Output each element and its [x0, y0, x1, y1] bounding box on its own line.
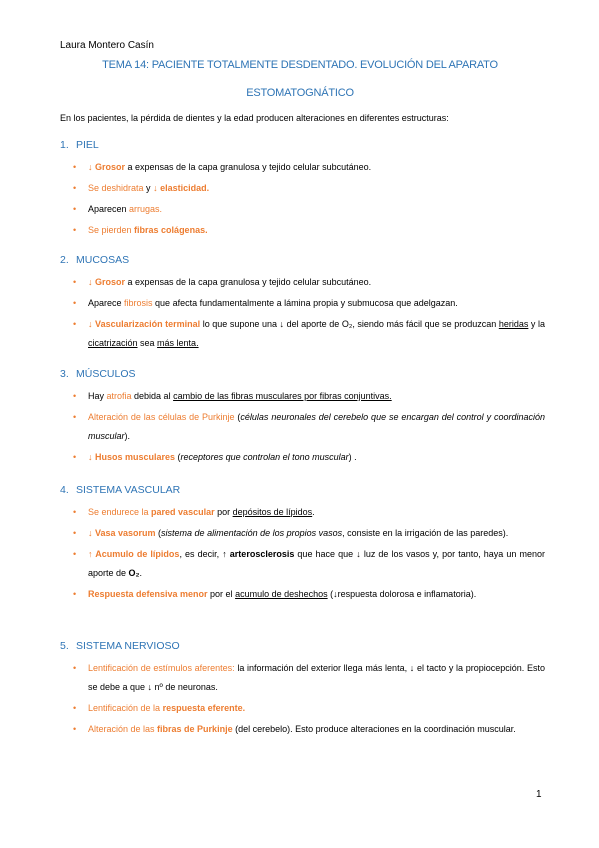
underlined-text: depósitos de lípidos — [232, 507, 313, 517]
highlight-text: Lentificación de estímulos aferentes: — [88, 663, 235, 673]
list-item — [73, 448, 545, 467]
highlight-text: fibrosis — [124, 298, 153, 308]
bullet-icon: • — [73, 277, 77, 287]
section-title: MÚSCULOS — [76, 368, 136, 380]
list-item — [73, 503, 545, 522]
section-heading — [60, 484, 545, 496]
body-text: que afecta fundamentalmente a lámina propia y submucosa que adelgazan. — [152, 298, 458, 308]
bullet-icon: • — [73, 528, 77, 538]
body-text: (↓respuesta dolorosa e inflamatoria). — [327, 589, 477, 599]
bullet-icon: • — [73, 549, 77, 559]
body-text: , es decir, — [179, 549, 223, 559]
body-text: debida al — [131, 391, 174, 401]
body-text: por — [214, 507, 233, 517]
list-item — [73, 221, 545, 240]
section-list — [60, 273, 545, 353]
section-list — [60, 659, 545, 739]
section-list — [60, 503, 545, 604]
list-item — [73, 387, 545, 406]
document-title-line-1: TEMA 14: PACIENTE TOTALMENTE DESDENTADO. EVOLUCIÓN DEL APARATO — [102, 59, 498, 71]
body-text: lo que supone una ↓ del aporte de O₂, siendo más fácil que se produzcan — [200, 319, 499, 329]
highlight-text: Se pierden — [88, 225, 135, 235]
underlined-text: cicatrización — [88, 338, 138, 348]
bullet-icon: • — [73, 724, 77, 734]
section-heading — [60, 640, 545, 652]
section-musculos — [60, 368, 545, 469]
body-text: Hay — [88, 391, 107, 401]
bullet-icon: • — [73, 225, 77, 235]
list-item — [73, 659, 545, 697]
author-name: Laura Montero Casín — [60, 40, 154, 51]
highlight-text: ↓ elasticidad. — [153, 183, 210, 193]
highlight-text: respuesta eferente. — [162, 703, 246, 713]
list-item — [73, 545, 546, 583]
section-title: SISTEMA VASCULAR — [76, 484, 181, 496]
bullet-icon: • — [73, 452, 77, 462]
body-text: . — [312, 507, 315, 517]
body-text: a expensas de la capa granulosa y tejido celular subcutáneo. — [125, 162, 372, 172]
underlined-text: cambio de las fibras musculares por fibras conjuntivas. — [173, 391, 392, 401]
section-number: 4. — [60, 484, 69, 496]
list-item — [73, 699, 545, 718]
italic-text: receptores que controlan el tono muscular — [180, 452, 349, 462]
body-text: por el — [207, 589, 236, 599]
bullet-icon: • — [73, 507, 77, 517]
highlight-text: ↓ Vasa vasorum — [88, 528, 156, 538]
list-item — [73, 179, 545, 198]
body-text: que hace que ↓ luz de los vasos y, por tanto, haya un menor aporte de — [88, 549, 546, 578]
highlight-text: fibras colágenas. — [134, 225, 208, 235]
document-title-line-2: ESTOMATOGNÁTICO — [246, 87, 354, 99]
body-text: ) . — [348, 452, 357, 462]
highlight-text: fibras de Purkinje — [157, 724, 233, 734]
highlight-text: Se deshidrata — [88, 183, 144, 193]
list-item — [73, 524, 545, 543]
list-item — [73, 158, 545, 177]
bold-text: ↑ arterosclerosis — [222, 549, 295, 559]
body-text: . — [139, 568, 143, 578]
body-text: Aparecen — [88, 204, 130, 214]
bullet-icon: • — [73, 391, 77, 401]
highlight-text: arrugas. — [129, 204, 163, 214]
italic-text: sistema de alimentación de los propios vasos — [161, 528, 343, 538]
underlined-text: acumulo de deshechos — [235, 589, 328, 599]
section-sistema-nervioso — [60, 640, 545, 741]
body-text: la información del exterior llega más lenta, ↓ el tacto y la propiocepción. Esto se debe a que ↓ nº de neuronas. — [88, 663, 545, 692]
section-sistema-vascular — [60, 484, 545, 606]
bullet-icon: • — [73, 663, 77, 673]
bullet-icon: • — [73, 703, 77, 713]
bullet-icon: • — [73, 162, 77, 172]
body-text: y — [143, 183, 154, 193]
highlight-text: pared vascular — [151, 507, 215, 517]
list-item — [73, 585, 545, 604]
body-text: ( — [234, 412, 241, 422]
highlight-text: atrofia — [106, 391, 132, 401]
highlight-text: Respuesta defensiva menor — [88, 589, 208, 599]
section-number: 1. — [60, 139, 69, 151]
section-title: PIEL — [76, 139, 99, 151]
body-text: y la — [528, 319, 545, 329]
list-item — [73, 200, 545, 219]
highlight-text: ↓ Grosor — [88, 277, 126, 287]
bullet-icon: • — [73, 183, 77, 193]
bullet-icon: • — [73, 298, 77, 308]
list-item — [73, 294, 545, 313]
list-item — [73, 720, 545, 739]
underlined-text: más lenta. — [157, 338, 199, 348]
section-heading — [60, 368, 545, 380]
bold-text: O₂ — [128, 568, 140, 578]
body-text: ). — [124, 431, 131, 441]
section-title: MUCOSAS — [76, 254, 130, 266]
list-item — [73, 408, 545, 446]
bullet-icon: • — [73, 412, 77, 422]
section-heading — [60, 139, 545, 151]
section-mucosas — [60, 254, 545, 355]
highlight-text: ↓ Husos musculares — [88, 452, 176, 462]
underlined-text: heridas — [498, 319, 529, 329]
body-text: Aparece — [88, 298, 125, 308]
list-item — [73, 273, 545, 292]
page-number: 1 — [536, 789, 542, 800]
highlight-text: Alteración de las células de Purkinje — [88, 412, 235, 422]
section-title: SISTEMA NERVIOSO — [76, 640, 180, 652]
section-number: 5. — [60, 640, 69, 652]
highlight-text: Se endurece la — [88, 507, 152, 517]
section-piel — [60, 139, 545, 242]
italic-text: células neuronales del cerebelo que se encargan del control y coordinación muscular — [88, 412, 545, 441]
body-text: , consiste en la irrigación de las paredes). — [342, 528, 509, 538]
highlight-text: ↑ Acumulo de lípidos — [88, 549, 180, 559]
body-text: a expensas de la capa granulosa y tejido celular subcutáneo. — [125, 277, 372, 287]
bullet-icon: • — [73, 589, 77, 599]
highlight-text: ↓ Vascularización terminal — [88, 319, 201, 329]
section-heading — [60, 254, 545, 266]
body-text: ( — [155, 528, 162, 538]
list-item — [73, 315, 545, 353]
highlight-text: ↓ Grosor — [88, 162, 126, 172]
highlight-text: Lentificación de la — [88, 703, 163, 713]
intro-paragraph: En los pacientes, la pérdida de dientes y la edad producen alteraciones en diferentes estructuras: — [60, 113, 449, 123]
bullet-icon: • — [73, 319, 77, 329]
bullet-icon: • — [73, 204, 77, 214]
highlight-text: Alteración de las — [88, 724, 158, 734]
body-text: sea — [137, 338, 158, 348]
section-list — [60, 387, 545, 467]
section-number: 2. — [60, 254, 69, 266]
body-text: (del cerebelo). Esto produce alteraciones en la coordinación muscular. — [232, 724, 516, 734]
section-number: 3. — [60, 368, 69, 380]
section-list — [60, 158, 545, 240]
body-text: ( — [175, 452, 181, 462]
